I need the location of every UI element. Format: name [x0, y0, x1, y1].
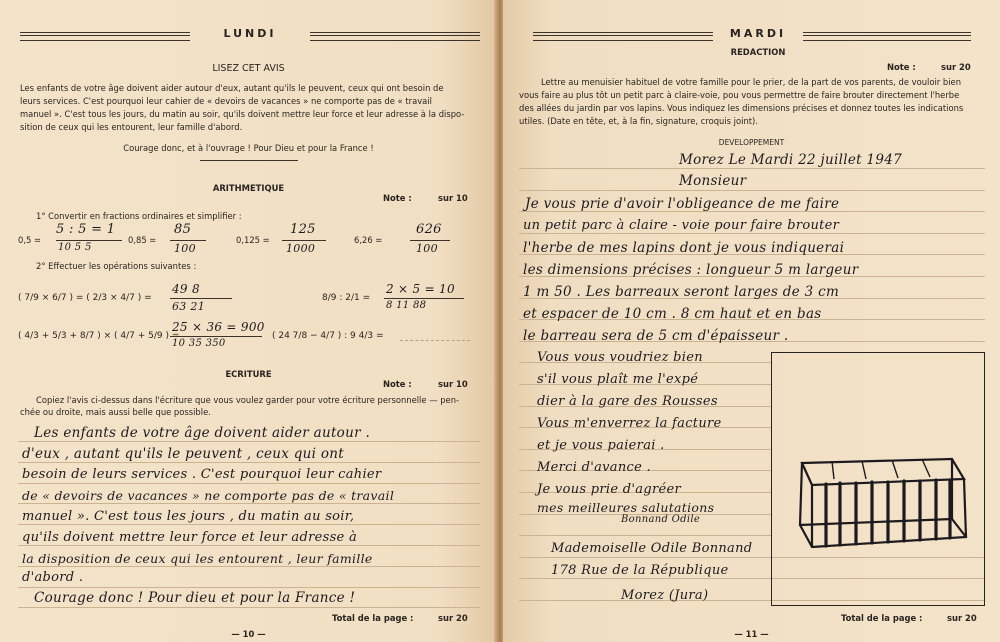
letter-salutation: Monsieur: [679, 173, 747, 189]
hand-line: Courage donc ! Pour dieu et pour la France !: [34, 590, 356, 606]
hand-line: manuel ». C'est tous les jours , du matin au soir,: [22, 509, 355, 524]
letter-line: les dimensions précises : longueur 5 m largeur: [523, 262, 859, 278]
prompt-line: utiles. (Date en tête, et, à la fin, signature, croquis joint).: [519, 116, 758, 126]
right-total-max: sur 20: [947, 613, 977, 623]
address-line: Morez (Jura): [621, 588, 709, 603]
ans-4-bottom: 100: [416, 242, 438, 255]
address-line: 178 Rue de la République: [551, 563, 729, 578]
arith-q2: 2° Effectuer les opérations suivantes :: [36, 261, 197, 271]
arith-title: ARITHMETIQUE: [212, 183, 285, 193]
section-title: REDACTION: [730, 47, 786, 57]
header-rule-right: [803, 32, 971, 41]
op-2-answer-top: 2 × 5 = 10: [386, 282, 455, 296]
op-3-answer-bottom: 10 35 350: [172, 338, 226, 349]
ans-3-top: 125: [290, 222, 316, 237]
notice-line: sition de ceux qui les entourent, leur famille d'abord.: [20, 122, 243, 132]
op-1-answer-bottom: 63 21: [172, 300, 205, 313]
ruled-line: [18, 607, 480, 608]
ruled-line: [18, 441, 480, 442]
left-total-max: sur 20: [438, 613, 468, 623]
letter-line: Je vous prie d'agréer: [537, 482, 681, 497]
right-total-label: Total de la page :: [841, 613, 923, 623]
dev-label: DEVELOPPEMENT: [718, 138, 785, 147]
ans-2-bottom: 100: [174, 242, 196, 255]
ruled-line: [18, 545, 480, 546]
divider: [200, 160, 298, 161]
letter-line: le barreau sera de 5 cm d'épaisseur .: [523, 328, 789, 344]
left-total-label: Total de la page :: [332, 613, 414, 623]
conv-2: 0,85 =: [128, 235, 157, 245]
header-rule-left: [533, 32, 713, 41]
hand-line: de « devoirs de vacances » ne comporte pas de « travail: [22, 488, 395, 503]
ans-3-bottom: 1000: [286, 242, 316, 255]
prompt-text: [519, 76, 989, 128]
right-page: [503, 0, 1000, 642]
op-2-answer-bottom: 8 11 88: [386, 300, 427, 311]
letter-line: Merci d'avance .: [537, 460, 651, 475]
left-page: [0, 0, 497, 642]
ans-1-bottom: 10 5 5: [58, 242, 92, 253]
redaction-note-max: sur 20: [941, 62, 971, 72]
day-heading-lundi: LUNDI: [223, 27, 277, 40]
ruled-line: [18, 503, 480, 504]
right-page-number: — 11 —: [734, 629, 769, 639]
ruled-line: [519, 190, 985, 191]
hand-line: d'abord .: [22, 570, 84, 585]
ans-3-fraction-bar: [282, 240, 326, 241]
letter-line: un petit parc à claire - voie pour faire brouter: [523, 218, 840, 233]
op-1-fraction-bar: [170, 298, 232, 299]
op-3-fraction-bar: [170, 336, 262, 337]
arith-note-max: sur 10: [438, 193, 468, 203]
conv-4: 6,26 =: [354, 235, 383, 245]
notice-line: manuel ». C'est tous les jours, du matin au soir, qu'ils doivent mettre leur force et leur adresse à la dispo-: [20, 109, 465, 119]
prompt-line: des allées du jardin par vos lapins. Vous indiquez les dimensions précises et donnez toutes les indications: [519, 103, 964, 113]
hand-line: qu'ils doivent mettre leur force et leur adresse à: [22, 530, 358, 545]
hand-line: la disposition de ceux qui les entourent , leur famille: [22, 551, 373, 566]
letter-line: l'herbe de mes lapins dont je vous indiquerai: [523, 240, 845, 256]
ruled-line: [519, 535, 771, 536]
op-4: ( 24 7/8 − 4/7 ) : 9 4/3 =: [272, 331, 384, 341]
letter-line: Vous vous voudriez bien: [537, 350, 703, 365]
ecriture-instruction-1: Copiez l'avis ci-dessus dans l'écriture que vous voulez garder pour votre écriture personnelle — pen-: [36, 395, 460, 405]
letter-line: s'il vous plaît me l'expé: [537, 372, 699, 387]
ecriture-title: ECRITURE: [225, 369, 272, 379]
conv-1: 0,5 =: [18, 235, 41, 245]
letter-date: Morez Le Mardi 22 juillet 1947: [679, 152, 902, 168]
ecriture-note-max: sur 10: [438, 379, 468, 389]
conv-3: 0,125 =: [236, 235, 270, 245]
rabbit-pen-sketch-icon: [772, 353, 984, 605]
prompt-line: Lettre au menuisier habituel de votre famille pour le prier, de la part de vos parents, de vouloir bien: [541, 77, 962, 87]
header-rule-left: [20, 32, 190, 41]
letter-line: 1 m 50 . Les barreaux seront larges de 3 cm: [523, 284, 840, 300]
ans-1-fraction-bar: [56, 240, 122, 241]
op-3-answer-top: 25 × 36 = 900: [172, 320, 265, 334]
redaction-note-label: Note :: [887, 62, 916, 72]
address-line: Mademoiselle Odile Bonnand: [551, 541, 753, 556]
hand-line: besoin de leurs services . C'est pourquoi leur cahier: [22, 467, 382, 482]
day-heading-mardi: MARDI: [729, 27, 787, 40]
op-2: 8/9 : 2/1 =: [322, 293, 371, 303]
ecriture-instruction-2: chée ou droite, mais aussi belle que possible.: [20, 407, 211, 417]
letter-line: Vous m'enverrez la facture: [537, 416, 722, 431]
ruled-line: [18, 483, 480, 484]
notice-line: leurs services. C'est pourquoi leur cahier de « devoirs de vacances » ne comporte pas de « travail: [20, 96, 432, 106]
arith-note-label: Note :: [383, 193, 412, 203]
op-2-fraction-bar: [384, 298, 464, 299]
left-page-number: — 10 —: [231, 629, 266, 639]
op-4-answer-line: [400, 340, 470, 341]
op-1-answer-top: 49 8: [172, 282, 200, 296]
header-rule-right: [310, 32, 480, 41]
notice-text: [20, 82, 485, 134]
letter-line: mes meilleures salutations: [537, 500, 715, 515]
prompt-line: vous faire au plus tôt un petit parc à claire-voie, pou vous permettre de faire brouter directement l'herbe: [519, 90, 960, 100]
sketch-frame: [771, 352, 985, 606]
hand-line: d'eux , autant qu'ils le peuvent , ceux qui ont: [22, 446, 345, 462]
op-1: ( 7/9 × 6/7 ) = ( 2/3 × 4/7 ) =: [18, 293, 152, 303]
ans-2-top: 85: [174, 222, 192, 237]
ans-1-top: 5 : 5 = 1: [56, 222, 116, 237]
ruled-line: [18, 524, 480, 525]
letter-line: et je vous paierai .: [537, 438, 665, 453]
ans-2-fraction-bar: [170, 240, 206, 241]
op-3: ( 4/3 + 5/3 + 8/7 ) × ( 4/7 + 5/9 ) =: [18, 331, 180, 341]
letter-signature: Bonnand Odile: [621, 514, 701, 525]
hand-line: Les enfants de votre âge doivent aider autour .: [34, 425, 371, 441]
arith-q1: 1° Convertir en fractions ordinaires et simplifier :: [36, 211, 242, 221]
notice-line: Les enfants de votre âge doivent aider autour d'eux, autant qu'ils le peuvent, ceux qui ont besoin de: [20, 83, 444, 93]
ans-4-top: 626: [416, 222, 442, 237]
ecriture-note-label: Note :: [383, 379, 412, 389]
letter-line: et espacer de 10 cm . 8 cm haut et en bas: [523, 306, 822, 322]
notice-closing: Courage donc, et à l'ouvrage ! Pour Dieu et pour la France !: [123, 143, 374, 153]
ruled-line: [18, 587, 480, 588]
letter-line: dier à la gare des Rousses: [537, 394, 718, 409]
ans-4-fraction-bar: [410, 240, 450, 241]
letter-line: Je vous prie d'avoir l'obligeance de me faire: [525, 196, 840, 212]
ruled-line: [519, 168, 985, 169]
notice-title: LISEZ CET AVIS: [212, 63, 285, 74]
